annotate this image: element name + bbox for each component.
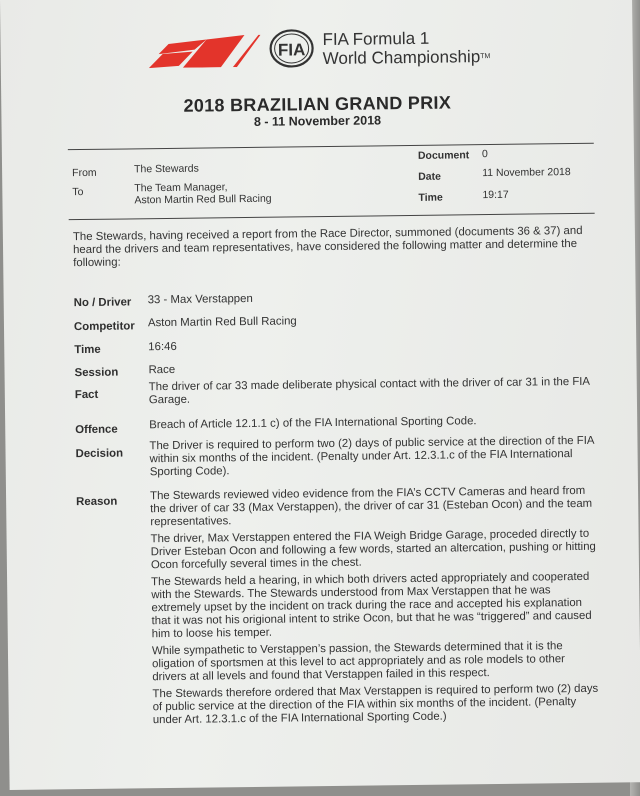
trademark: TM bbox=[480, 53, 491, 61]
reason-text bbox=[150, 485, 603, 731]
offence-value: Breach of Article 12.1.1 c) of the FIA International Sporting Code. bbox=[149, 415, 477, 432]
session-label: Session bbox=[74, 366, 119, 380]
logo-line-1: FIA Formula 1 bbox=[322, 28, 430, 50]
document-value: 0 bbox=[481, 148, 488, 161]
top-rule bbox=[68, 143, 594, 150]
reason-paragraph: The driver, Max Verstappen entered the FIA Weigh Bridge Garage, proceded directly to Driver Esteban Ocon and following a few words, started an altercation, pushing or hitting Ocon forcefully several times in the chest. bbox=[150, 527, 596, 572]
date-label: Date bbox=[418, 170, 442, 183]
reason-paragraph: While sympathetic to Verstappen’s passion, the Stewards determined that it is the oligation of sportsmen at this level to act appropriately and as role models to other drivers at all levels and found that Verstappen failed in this respect. bbox=[151, 640, 565, 684]
to-label: To bbox=[72, 185, 84, 199]
from-value: The Stewards bbox=[134, 162, 199, 176]
incident-time-value: 16:46 bbox=[148, 340, 177, 354]
logo-line-2: World Championship bbox=[322, 47, 481, 69]
f1-logo-icon bbox=[148, 33, 260, 68]
event-dates: 8 - 11 November 2018 bbox=[253, 113, 382, 129]
logo-line-2-wrap bbox=[323, 47, 491, 68]
session-value: Race bbox=[148, 363, 176, 377]
driver-value: 33 - Max Verstappen bbox=[147, 292, 253, 307]
competitor-value: Aston Martin Red Bull Racing bbox=[147, 315, 297, 330]
event-title: 2018 BRAZILIAN GRAND PRIX bbox=[183, 92, 452, 116]
fia-badge-text: FIA bbox=[277, 40, 306, 60]
decision-label: Decision bbox=[75, 447, 124, 461]
reason-paragraph: The Stewards therefore ordered that Max Verstappen is required to perform two (2) days of public service at the direction of the FIA within six months of the incident. (Penalty under Art. 12.3.1.c of the FIA International Sporting Code.) bbox=[152, 682, 599, 727]
reason-paragraph: The Stewards reviewed video evidence from the FIA’s CCTV Cameras and heard from the driver of car 33 (Max Verstappen), the driver of car 31 (Esteban Ocon) and the team representatives. bbox=[150, 484, 593, 529]
fact-value: The driver of car 33 made deliberate physical contact with the driver of car 31 in the FIA Garage. bbox=[148, 375, 590, 407]
driver-label: No / Driver bbox=[73, 296, 132, 310]
reason-paragraph: The Stewards held a hearing, in which both drivers acted appropriately and cooperated with the Stewards. The Stewards understood from Max Verstappen that he was extremely upset by the incident on track during the race and accepted his explanation that it was not his origional intent to strike Ocon, but that he was “triggered” and caused him to loose his temper. bbox=[151, 570, 592, 641]
decision-value: The Driver is required to perform two (2) days of public service at the direction of the FIA within six months of the incident. (Penalty under Art. 12.3.1.c of the FIA International Sporting Code). bbox=[149, 434, 594, 479]
fia-badge-icon bbox=[268, 28, 314, 69]
fact-label: Fact bbox=[74, 388, 99, 402]
time-value: 19:17 bbox=[482, 188, 509, 202]
to-value-line-2: Aston Martin Red Bull Racing bbox=[134, 192, 272, 207]
championship-name bbox=[322, 28, 490, 68]
document-label: Document bbox=[417, 149, 470, 162]
bottom-rule bbox=[69, 213, 595, 220]
incident-time-label: Time bbox=[74, 343, 101, 357]
from-label: From bbox=[72, 166, 97, 180]
reason-label: Reason bbox=[76, 495, 118, 509]
time-label: Time bbox=[418, 191, 443, 204]
competitor-label: Competitor bbox=[73, 320, 135, 334]
intro-paragraph: The Stewards, having received a report from the Race Director, summoned (documents 36 & 37) and heard the drivers and team representatives, have considered the following matter and determine the following: bbox=[72, 224, 583, 270]
fia-f1-logo bbox=[148, 24, 529, 79]
date-value: 11 November 2018 bbox=[482, 166, 571, 180]
to-value-line-1: The Team Manager, bbox=[134, 181, 228, 195]
offence-label: Offence bbox=[75, 423, 118, 437]
